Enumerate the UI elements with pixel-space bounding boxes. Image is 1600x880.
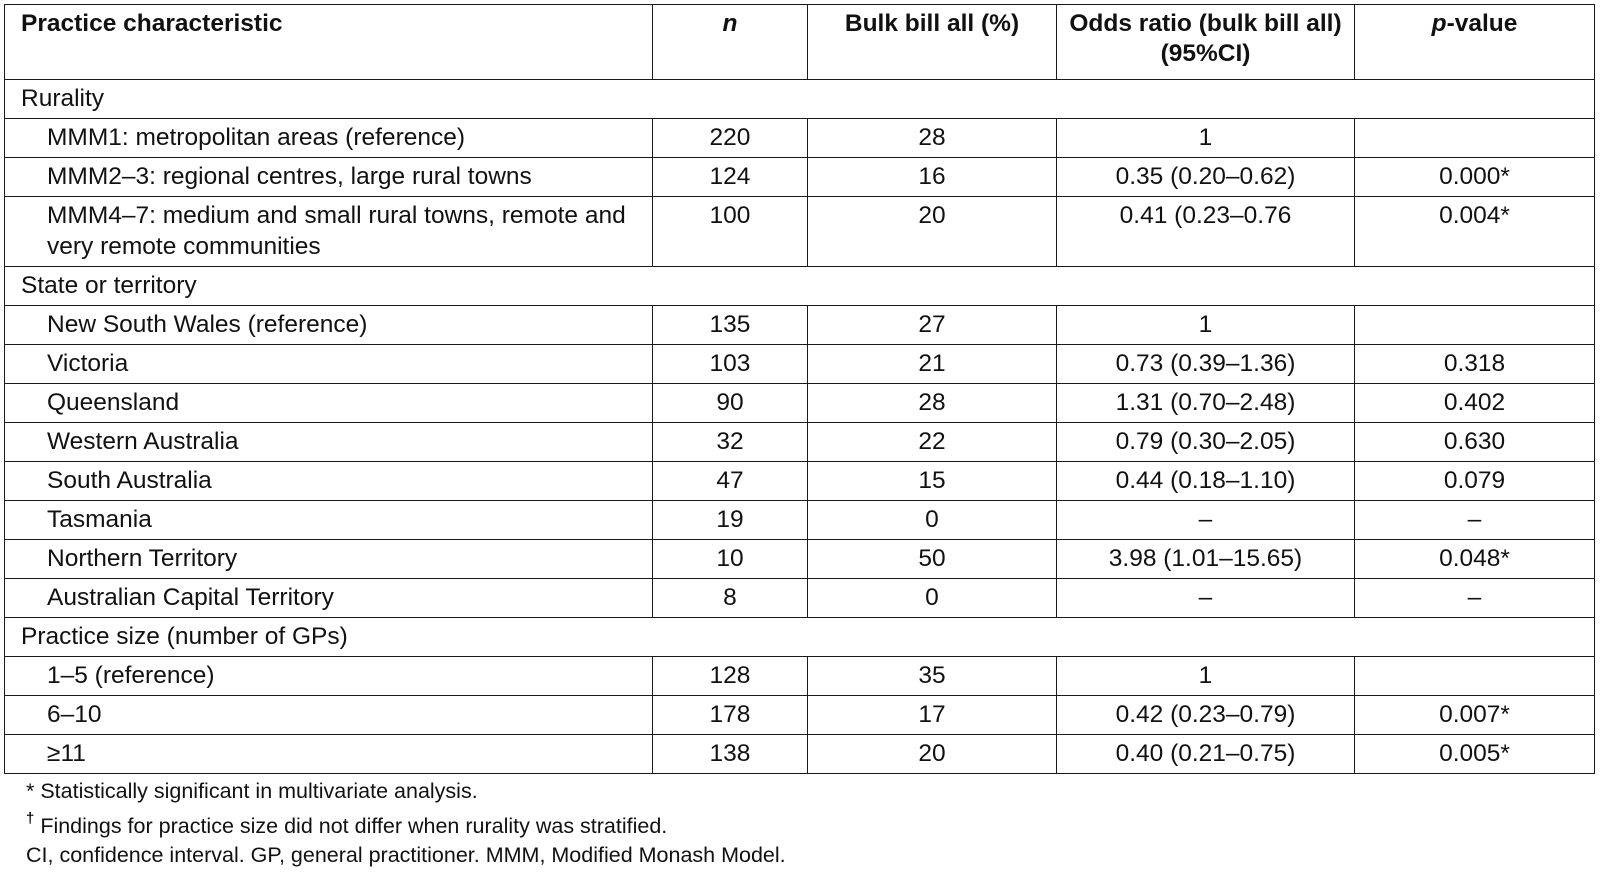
row-label: Australian Capital Territory <box>5 579 653 618</box>
row-n: 128 <box>653 657 808 696</box>
row-p: 0.402 <box>1355 384 1595 423</box>
row-label: ≥11 <box>5 735 653 774</box>
row-n: 124 <box>653 158 808 197</box>
row-pct: 22 <box>808 423 1057 462</box>
table-row <box>5 462 1595 501</box>
table-row <box>5 579 1595 618</box>
table-row <box>5 540 1595 579</box>
row-n: 135 <box>653 306 808 345</box>
row-label: Queensland <box>5 384 653 423</box>
row-n: 19 <box>653 501 808 540</box>
row-p: 0.079 <box>1355 462 1595 501</box>
row-or: – <box>1057 501 1355 540</box>
row-p: 0.318 <box>1355 345 1595 384</box>
row-n: 90 <box>653 384 808 423</box>
row-n: 138 <box>653 735 808 774</box>
header-p-rest: -value <box>1446 10 1518 37</box>
dagger-mark: † <box>26 810 35 827</box>
table-row <box>5 197 1595 267</box>
table-row <box>5 501 1595 540</box>
row-or: 0.79 (0.30–2.05) <box>1057 423 1355 462</box>
table-row <box>5 384 1595 423</box>
table-container <box>4 4 1594 870</box>
section-title: Practice size (number of GPs) <box>5 618 1595 657</box>
table-row <box>5 306 1595 345</box>
row-or: 0.73 (0.39–1.36) <box>1057 345 1355 384</box>
row-p: – <box>1355 501 1595 540</box>
table-row <box>5 158 1595 197</box>
row-or: 0.41 (0.23–0.76 <box>1057 197 1355 267</box>
row-pct: 20 <box>808 197 1057 267</box>
table-row <box>5 423 1595 462</box>
row-label: MMM4–7: medium and small rural towns, remote and very remote communities <box>5 197 653 267</box>
row-n: 178 <box>653 696 808 735</box>
row-label: 1–5 (reference) <box>5 657 653 696</box>
row-or: 1 <box>1057 119 1355 158</box>
table-row <box>5 696 1595 735</box>
row-p: 0.005* <box>1355 735 1595 774</box>
row-pct: 0 <box>808 579 1057 618</box>
row-pct: 16 <box>808 158 1057 197</box>
header-row <box>5 5 1595 80</box>
header-n <box>653 5 808 80</box>
row-pct: 20 <box>808 735 1057 774</box>
table-row <box>5 119 1595 158</box>
row-pct: 15 <box>808 462 1057 501</box>
row-pct: 0 <box>808 501 1057 540</box>
header-practice-characteristic: Practice characteristic <box>5 5 653 80</box>
footnote-significance: * Statistically significant in multivariate analysis. <box>26 779 478 803</box>
header-p-italic: p <box>1431 10 1447 37</box>
row-p: 0.048* <box>1355 540 1595 579</box>
table-row <box>5 345 1595 384</box>
row-label: Tasmania <box>5 501 653 540</box>
section-title: Rurality <box>5 80 1595 119</box>
footnote-abbreviations: CI, confidence interval. GP, general practitioner. MMM, Modified Monash Model. <box>26 843 786 868</box>
row-label: Victoria <box>5 345 653 384</box>
footnotes <box>4 777 1594 870</box>
row-p: 0.630 <box>1355 423 1595 462</box>
header-bulk-bill: Bulk bill all (%) <box>808 5 1057 80</box>
row-n: 220 <box>653 119 808 158</box>
row-or: – <box>1057 579 1355 618</box>
row-p: – <box>1355 579 1595 618</box>
row-pct: 21 <box>808 345 1057 384</box>
table-row <box>5 735 1595 774</box>
row-label: South Australia <box>5 462 653 501</box>
section-row-rurality <box>5 80 1595 119</box>
row-label: Northern Territory <box>5 540 653 579</box>
header-p-value <box>1355 5 1595 80</box>
row-pct: 17 <box>808 696 1057 735</box>
row-p <box>1355 306 1595 345</box>
row-or: 1 <box>1057 657 1355 696</box>
row-label: New South Wales (reference) <box>5 306 653 345</box>
row-label: MMM1: metropolitan areas (reference) <box>5 119 653 158</box>
row-or: 1 <box>1057 306 1355 345</box>
row-or: 0.44 (0.18–1.10) <box>1057 462 1355 501</box>
row-n: 103 <box>653 345 808 384</box>
row-p <box>1355 657 1595 696</box>
row-label: MMM2–3: regional centres, large rural towns <box>5 158 653 197</box>
row-p: 0.004* <box>1355 197 1595 267</box>
row-p: 0.000* <box>1355 158 1595 197</box>
row-n: 100 <box>653 197 808 267</box>
row-p: 0.007* <box>1355 696 1595 735</box>
footnote-practice-size <box>26 806 1594 841</box>
row-pct: 28 <box>808 384 1057 423</box>
row-or: 0.42 (0.23–0.79) <box>1057 696 1355 735</box>
row-label: Western Australia <box>5 423 653 462</box>
header-n-text: n <box>722 10 738 37</box>
footnote-practice-size-text: Findings for practice size did not differ when rurality was stratified. <box>34 814 668 839</box>
row-pct: 27 <box>808 306 1057 345</box>
table-row <box>5 657 1595 696</box>
row-pct: 50 <box>808 540 1057 579</box>
row-n: 32 <box>653 423 808 462</box>
row-p <box>1355 119 1595 158</box>
header-odds-ratio: Odds ratio (bulk bill all) (95%CI) <box>1057 5 1355 80</box>
row-or: 0.35 (0.20–0.62) <box>1057 158 1355 197</box>
row-pct: 28 <box>808 119 1057 158</box>
row-or: 1.31 (0.70–2.48) <box>1057 384 1355 423</box>
row-n: 10 <box>653 540 808 579</box>
results-table <box>4 4 1595 774</box>
row-n: 8 <box>653 579 808 618</box>
section-row-practice-size <box>5 618 1595 657</box>
section-row-state <box>5 267 1595 306</box>
row-or: 3.98 (1.01–15.65) <box>1057 540 1355 579</box>
row-or: 0.40 (0.21–0.75) <box>1057 735 1355 774</box>
section-title: State or territory <box>5 267 1595 306</box>
row-n: 47 <box>653 462 808 501</box>
row-label: 6–10 <box>5 696 653 735</box>
row-pct: 35 <box>808 657 1057 696</box>
